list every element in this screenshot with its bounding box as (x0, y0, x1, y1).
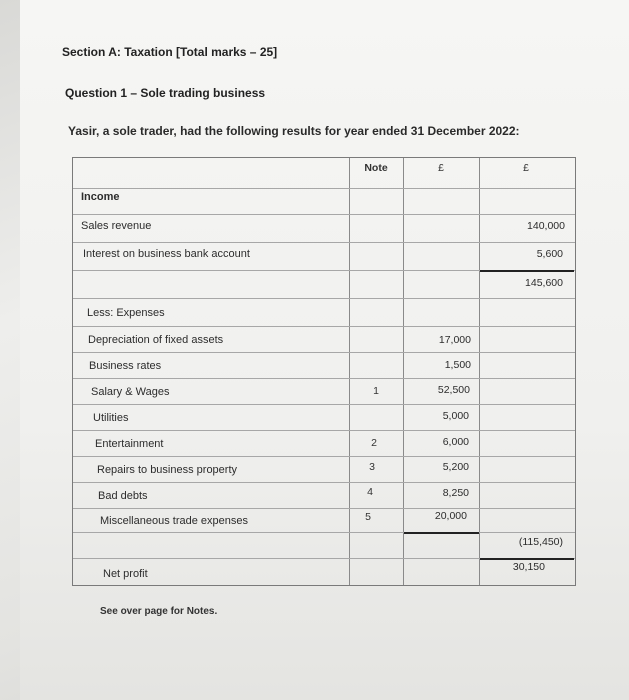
net-profit-value: 30,150 (512, 561, 545, 573)
expense-label: Salary & Wages (91, 386, 170, 398)
expense-amount: 5,200 (442, 461, 469, 473)
expense-label: Bad debts (98, 490, 148, 502)
expenses-total: (115,450) (518, 536, 563, 548)
expense-label: Utilities (93, 412, 129, 424)
expense-note: 5 (365, 511, 371, 523)
expense-note: 4 (367, 486, 373, 498)
expense-amount: 20,000 (434, 510, 467, 522)
expense-amount: 17,000 (438, 334, 471, 346)
expense-note: 3 (369, 461, 375, 473)
header-pound-2: £ (523, 162, 529, 174)
expense-note: 2 (371, 437, 377, 449)
question-title: Question 1 – Sole trading business (65, 86, 266, 100)
expenses-heading: Less: Expenses (87, 307, 165, 319)
income-statement-table (72, 157, 576, 586)
sales-total: 140,000 (527, 220, 565, 232)
expense-amount: 6,000 (442, 436, 469, 448)
expense-label: Miscellaneous trade expenses (100, 515, 248, 527)
section-title: Section A: Taxation [Total marks – 25] (62, 45, 278, 59)
net-profit-label: Net profit (103, 568, 148, 580)
intro-text: Yasir, a sole trader, had the following results for year ended 31 December 2022: (68, 124, 520, 138)
income-total: 145,600 (525, 277, 563, 289)
header-note: Note (364, 162, 388, 174)
expense-amount: 8,250 (442, 487, 469, 499)
sales-label: Sales revenue (81, 220, 152, 232)
expense-amount: 5,000 (442, 410, 469, 422)
expense-label: Entertainment (95, 438, 164, 450)
interest-total: 5,600 (536, 248, 563, 260)
interest-label: Interest on business bank account (83, 248, 250, 260)
expense-amount: 52,500 (437, 384, 470, 396)
footer-note: See over page for Notes. (100, 606, 218, 617)
expense-note: 1 (373, 385, 379, 397)
expense-label: Depreciation of fixed assets (88, 334, 224, 346)
expense-label: Repairs to business property (97, 464, 238, 476)
expense-label: Business rates (89, 360, 162, 372)
expense-amount: 1,500 (444, 359, 471, 371)
header-pound-1: £ (438, 162, 444, 174)
income-heading: Income (81, 191, 120, 203)
